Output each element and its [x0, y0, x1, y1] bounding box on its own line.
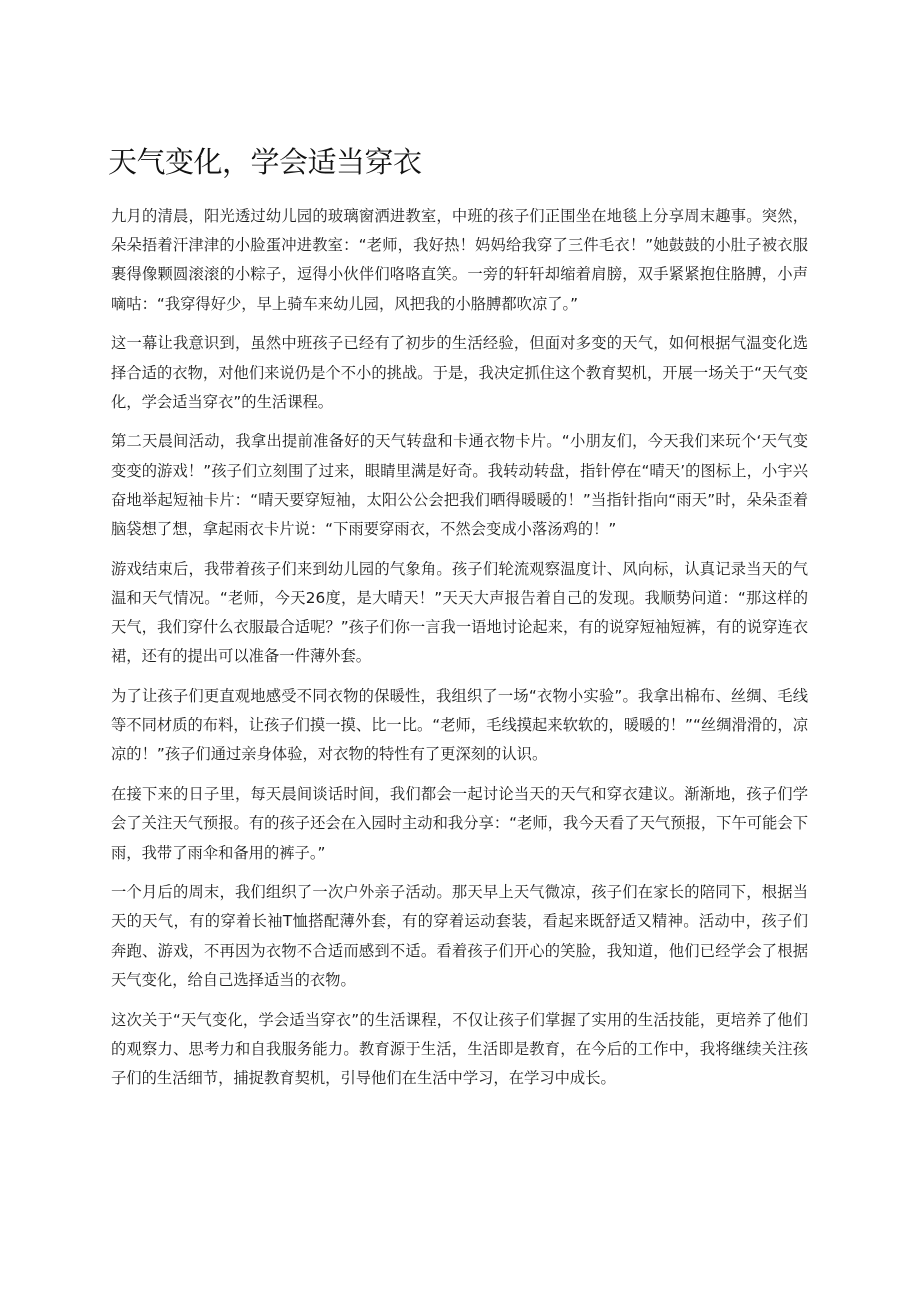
paragraph: 为了让孩子们更直观地感受不同衣物的保暖性，我组织了一场“衣物小实验”。我拿出棉布、丝绸、毛线等不同材质的布料，让孩子们摸一摸、比一比。“老师，毛线摸起来软软的，暖暖的！”“丝绸滑滑的，凉凉的！”孩子们通过亲身体验，对衣物的特性有了更深刻的认识。	[111, 687, 808, 764]
paragraph: 这一幕让我意识到，虽然中班孩子已经有了初步的生活经验，但面对多变的天气，如何根据气温变化选择合适的衣物，对他们来说仍是个不小的挑战。于是，我决定抓住这个教育契机，开展一场关于“天气变化，学会适当穿衣”的生活课程。	[111, 334, 808, 411]
paragraph: 九月的清晨，阳光透过幼儿园的玻璃窗洒进教室，中班的孩子们正围坐在地毯上分享周末趣事。突然，朵朵捂着汗津津的小脸蛋冲进教室：“老师，我好热！妈妈给我穿了三件毛衣！”她鼓鼓的小肚子被衣服裹得像颗圆滚滚的小粽子，逗得小伙伴们咯咯直笑。一旁的轩轩却缩着肩膀，双手紧紧抱住胳膊，小声嘀咕：“我穿得好少，早上骑车来幼儿园，风把我的小胳膊都吹凉了。”	[111, 207, 808, 313]
paragraph: 游戏结束后，我带着孩子们来到幼儿园的气象角。孩子们轮流观察温度计、风向标，认真记录当天的气温和天气情况。“老师，今天26度，是大晴天！”天天大声报告着自己的发现。我顺势问道：“那这样的天气，我们穿什么衣服最合适呢？”孩子们你一言我一语地讨论起来，有的说穿短袖短裤，有的说穿连衣裙，还有的提出可以准备一件薄外套。	[111, 559, 808, 666]
paragraph: 一个月后的周末，我们组织了一次户外亲子活动。那天早上天气微凉，孩子们在家长的陪同下，根据当天的天气，有的穿着长袖T恤搭配薄外套，有的穿着运动套装，看起来既舒适又精神。活动中，孩子们奔跑、游戏，不再因为衣物不合适而感到不适。看着孩子们开心的笑脸，我知道，他们已经学会了根据天气变化，给自己选择适当的衣物。	[111, 883, 808, 989]
paragraph: 这次关于“天气变化，学会适当穿衣”的生活课程，不仅让孩子们掌握了实用的生活技能，更培养了他们的观察力、思考力和自我服务能力。教育源于生活，生活即是教育，在今后的工作中，我将继续关注孩子们的生活细节，捕捉教育契机，引导他们在生活中学习，在学习中成长。	[111, 1010, 808, 1087]
document-body	[111, 202, 808, 1104]
document-title: 天气变化，学会适当穿衣	[108, 145, 422, 179]
paragraph: 第二天晨间活动，我拿出提前准备好的天气转盘和卡通衣物卡片。“小朋友们，今天我们来玩个‘天气变变变的游戏！”孩子们立刻围了过来，眼睛里满是好奇。我转动转盘，指针停在“晴天’的图标上，小宇兴奋地举起短袖卡片：“晴天要穿短袖，太阳公公会把我们晒得暖暖的！”当指针指向“雨天”时，朵朵歪着脑袋想了想，拿起雨衣卡片说：“下雨要穿雨衣，不然会变成小落汤鸡的！”	[111, 432, 808, 539]
paragraph: 在接下来的日子里，每天晨间谈话时间，我们都会一起讨论当天的天气和穿衣建议。渐渐地，孩子们学会了关注天气预报。有的孩子还会在入园时主动和我分享：“老师，我今天看了天气预报，下午可能会下雨，我带了雨伞和备用的裤子。”	[111, 785, 808, 862]
